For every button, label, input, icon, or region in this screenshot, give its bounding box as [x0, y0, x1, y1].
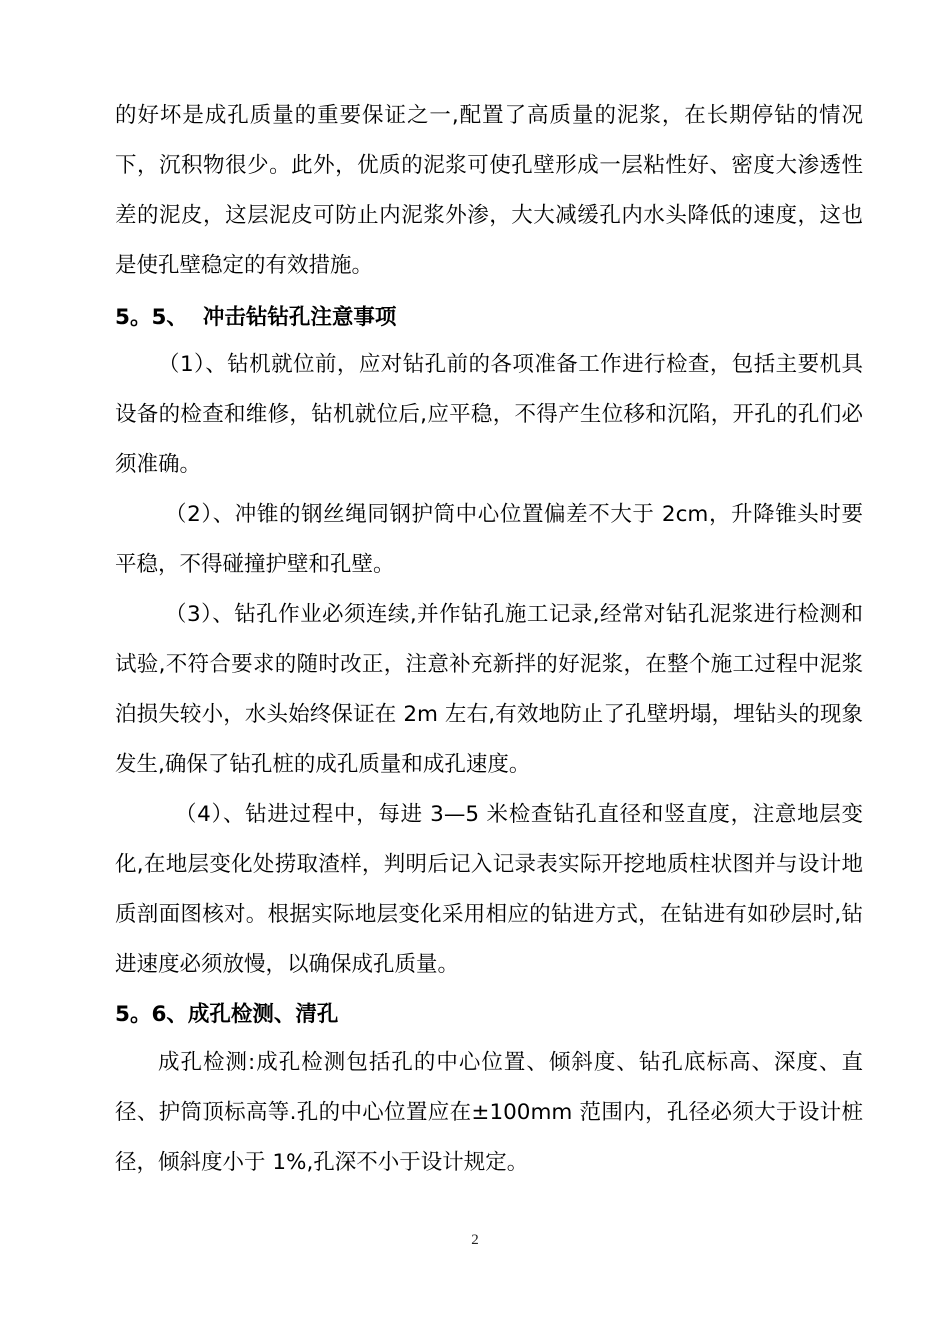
paragraph-item-2: （2）、冲锥的钢丝绳同钢护筒中心位置偏差不大于 2cm，升降锥头时要平稳，不得碰撞护壁和孔壁。	[115, 502, 863, 577]
page-number: 2	[471, 1232, 479, 1248]
section-heading-5-5: 5。5、 冲击钻钻孔注意事项	[115, 305, 397, 330]
paragraph-hole-inspection: 成孔检测:成孔检测包括孔的中心位置、倾斜度、钻孔底标高、深度、直径、护筒顶标高等.孔的中心位置应在±100mm 范围内，孔径必须大于设计桩径，倾斜度小于 1%,孔深不小于设计规定。	[115, 1050, 863, 1175]
paragraph-item-3: （3）、钻孔作业必须连续,并作钻孔施工记录,经常对钻孔泥浆进行检测和试验,不符合要求的随时改正，注意补充新拌的好泥浆，在整个施工过程中泥浆泊损失较小，水头始终保证在 2m 左右,有效地防止了孔壁坍塌，埋钻头的现象发生,确保了钻孔桩的成孔质量和成孔速度。	[115, 602, 863, 777]
paragraph-mud-quality: 的好坏是成孔质量的重要保证之一,配置了高质量的泥浆，在长期停钻的情况下，沉积物很少。此外，优质的泥浆可使孔壁形成一层粘性好、密度大渗透性差的泥皮，这层泥皮可防止内泥浆外渗，大大减缓孔内水头降低的速度，这也是使孔壁稳定的有效措施。	[115, 103, 863, 278]
section-heading-5-6: 5。6、成孔检测、清孔	[115, 1002, 339, 1027]
paragraph-item-1: （1）、钻机就位前，应对钻孔前的各项准备工作进行检查，包括主要机具设备的检查和维修，钻机就位后,应平稳，不得产生位移和沉陷，开孔的孔们必须准确。	[115, 352, 863, 477]
paragraph-item-4: （4）、钻进过程中，每进 3—5 米检查钻孔直径和竖直度，注意地层变化,在地层变化处捞取渣样，判明后记入记录表实际开挖地质柱状图并与设计地质剖面图核对。根据实际地层变化采用相应的钻进方式，在钻进有如砂层时,钻进速度必须放慢，以确保成孔质量。	[115, 802, 863, 977]
